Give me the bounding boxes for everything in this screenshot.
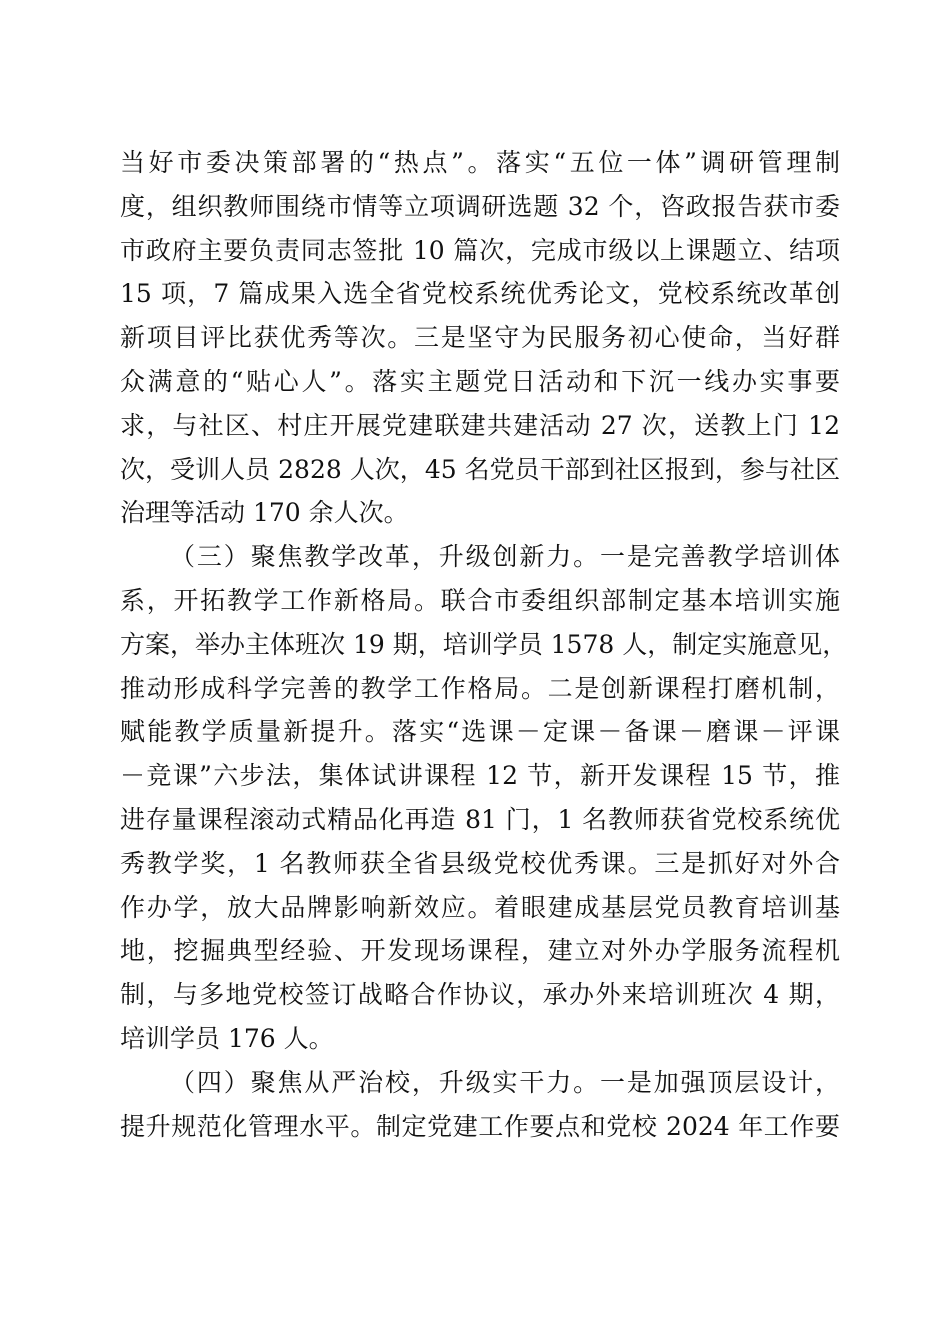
text-line: 地，挖掘典型经验、开发现场课程，建立对外办学服务流程机 [120,936,840,966]
text-line: 进存量课程滚动式精品化再造 81 门，1 名教师获省党校系统优 [120,804,840,834]
text-line: 作办学，放大品牌影响新效应。着眼建成基层党员教育培训基 [120,892,840,922]
text-line: 度，组织教师围绕市情等立项调研选题 32 个，咨政报告获市委 [120,191,840,221]
text-line: 系，开拓教学工作新格局。联合市委组织部制定基本培训实施 [120,585,840,615]
text-line: 推动形成科学完善的教学工作格局。二是创新课程打磨机制， [120,673,840,703]
text-line: 制，与多地党校签订战略合作协议，承办外来培训班次 4 期， [120,980,840,1010]
text-line: 提升规范化管理水平。制定党建工作要点和党校 2024 年工作要 [120,1111,840,1141]
section-heading-line: （三）聚焦教学改革，升级创新力。一是完善教学培训体 [170,542,840,572]
text-line: 次，受训人员 2828 人次，45 名党员干部到社区报到，参与社区 [120,454,840,484]
text-line: 市政府主要负责同志签批 10 篇次，完成市级以上课题立、结项 [120,235,840,265]
text-line: 求，与社区、村庄开展党建联建共建活动 27 次，送教上门 12 [120,410,840,440]
text-line: 秀教学奖，1 名教师获全省县级党校优秀课。三是抓好对外合 [120,848,840,878]
text-line: 新项目评比获优秀等次。三是坚守为民服务初心使命，当好群 [120,323,840,353]
text-line: 方案，举办主体班次 19 期，培训学员 1578 人，制定实施意见， [120,629,848,659]
text-line: 培训学员 176 人。 [120,1023,334,1053]
text-line: 当好市委决策部署的“热点”。落实“五位一体”调研管理制 [120,148,840,177]
text-line: 治理等活动 170 余人次。 [120,498,409,528]
text-line: －竞课”六步法，集体试讲课程 12 节，新开发课程 15 节，推 [120,761,840,791]
section-heading-line: （四）聚焦从严治校，升级实干力。一是加强顶层设计， [170,1067,840,1097]
text-line: 众满意的“贴心人”。落实主题党日活动和下沉一线办实事要 [120,366,840,396]
text-line: 赋能教学质量新提升。落实“选课－定课－备课－磨课－评课 [120,717,840,747]
text-line: 15 项，7 篇成果入选全省党校系统优秀论文，党校系统改革创 [120,279,840,309]
body-text [120,141,848,1148]
